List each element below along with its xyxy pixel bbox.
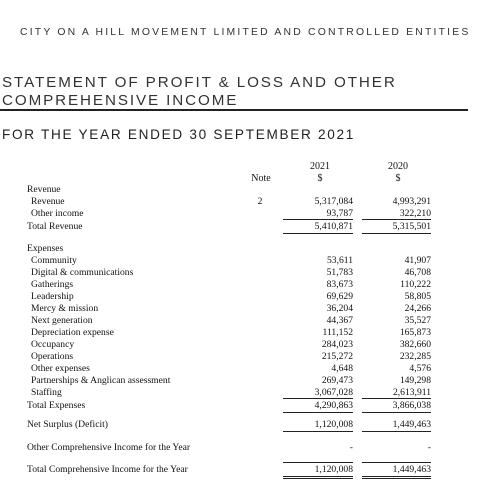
table-row [0, 291, 484, 303]
value-2021: 53,611 [326, 255, 353, 266]
total-rule-2020 [362, 233, 431, 234]
row-label: Other income [31, 208, 84, 219]
value-2021: 93,787 [326, 208, 353, 219]
table-row [0, 255, 484, 267]
row-label: Depreciation expense [31, 327, 114, 338]
note-ref: 2 [257, 196, 263, 207]
value-2020: 165,873 [399, 327, 431, 338]
value-2020: 149,298 [399, 375, 431, 386]
value-2021: 215,272 [321, 351, 353, 362]
value-2020: 110,222 [400, 279, 431, 290]
value-2021: 44,367 [326, 315, 353, 326]
value-2021: 5,410,871 [314, 221, 353, 232]
value-2020: 4,576 [409, 363, 431, 374]
value-2020: - [427, 442, 431, 453]
value-2020: 1,449,463 [392, 464, 431, 475]
row-label: Total Revenue [27, 221, 83, 232]
row-label: Revenue [31, 196, 65, 207]
row-label: Operations [31, 351, 74, 362]
row-label: Other Comprehensive Income for the Year [27, 442, 191, 453]
value-2020: 58,805 [404, 291, 431, 302]
value-2021: 4,290,863 [314, 400, 353, 411]
revenue-heading: Revenue [27, 184, 61, 195]
value-2020: 24,266 [404, 303, 431, 314]
net-rule-2021 [283, 431, 353, 432]
tci-double-rule-2020-a [362, 476, 431, 477]
value-2020: 41,907 [404, 255, 431, 266]
value-2021: 83,673 [326, 279, 353, 290]
value-2021: 5,317,084 [314, 196, 353, 207]
statement-title-line-2: COMPREHENSIVE INCOME [2, 91, 239, 109]
row-label: Total Expenses [27, 400, 86, 411]
row-label: Gatherings [31, 279, 74, 290]
value-2020: 322,210 [399, 208, 431, 219]
value-2021: 36,204 [326, 303, 353, 314]
subtotal-rule-2020 [362, 219, 431, 220]
value-2021: 4,648 [331, 363, 353, 374]
value-2020: 4,993,291 [392, 196, 431, 207]
value-2020: 2,613,911 [392, 387, 431, 398]
expenses-heading: Expenses [27, 243, 64, 254]
subtotal-rule-2021 [283, 219, 353, 220]
value-2021: 3,067,028 [314, 387, 353, 398]
net-surplus-row [0, 419, 484, 431]
title-divider [0, 109, 468, 111]
tci-top-rule-2021 [283, 462, 353, 463]
table-row [0, 363, 484, 375]
row-label: Next generation [31, 315, 93, 326]
currency-2021-header: $ [317, 173, 323, 184]
row-label: Digital & communications [31, 267, 134, 278]
value-2021: - [349, 442, 353, 453]
value-2021: 111,152 [322, 327, 353, 338]
value-2021: 1,120,008 [314, 419, 353, 430]
total-rule-2021 [283, 412, 353, 413]
table-row [0, 279, 484, 291]
table-row [0, 351, 484, 363]
value-2020: 35,527 [404, 315, 431, 326]
row-label: Mercy & mission [31, 303, 99, 314]
value-2020: 5,315,501 [392, 221, 431, 232]
value-2020: 232,285 [399, 351, 431, 362]
row-label: Community [31, 255, 77, 266]
row-label: Net Surplus (Deficit) [27, 419, 108, 430]
value-2020: 382,660 [399, 339, 431, 350]
net-rule-2020 [362, 431, 431, 432]
table-row [0, 327, 484, 339]
row-label: Staffing [31, 387, 62, 398]
entity-name: CITY ON A HILL MOVEMENT LIMITED AND CONTROLLED ENTITIES [20, 27, 471, 38]
value-2020: 46,708 [404, 267, 431, 278]
expenses-heading-row [0, 243, 484, 255]
currency-2020-header: $ [395, 173, 401, 184]
subtotal-rule-2020 [362, 398, 431, 399]
total-expenses-row [0, 400, 484, 412]
tci-double-rule-2020-b [362, 478, 431, 479]
reporting-period: FOR THE YEAR ENDED 30 SEPTEMBER 2021 [2, 127, 356, 142]
table-row [0, 196, 484, 208]
value-2021: 1,120,008 [314, 464, 353, 475]
year-2020-header: 2020 [388, 161, 408, 172]
statement-title-line-1: STATEMENT OF PROFIT & LOSS AND OTHER [2, 74, 397, 91]
value-2020: 3,866,038 [392, 400, 431, 411]
table-row [0, 339, 484, 351]
row-label: Partnerships & Anglican assessment [31, 375, 171, 386]
value-2021: 69,629 [326, 291, 353, 302]
total-rule-2020 [362, 412, 431, 413]
value-2021: 269,473 [321, 375, 353, 386]
tci-double-rule-2021-a [283, 476, 353, 477]
statement-title [2, 74, 472, 109]
table-row [0, 315, 484, 327]
row-label: Occupancy [31, 339, 75, 350]
year-2021-header: 2021 [310, 161, 330, 172]
table-row [0, 375, 484, 387]
total-comprehensive-income-row [0, 464, 484, 476]
table-row [0, 303, 484, 315]
value-2021: 51,783 [326, 267, 353, 278]
table-row [0, 267, 484, 279]
row-label: Total Comprehensive Income for the Year [27, 464, 188, 475]
tci-top-rule-2020 [362, 462, 431, 463]
row-label: Leadership [31, 291, 74, 302]
row-label: Other expenses [31, 363, 90, 374]
total-revenue-row [0, 221, 484, 233]
value-2021: 284,023 [321, 339, 353, 350]
tci-double-rule-2021-b [283, 478, 353, 479]
revenue-heading-row [0, 184, 484, 196]
note-column-header: Note [251, 173, 271, 184]
value-2020: 1,449,463 [392, 419, 431, 430]
oci-row [0, 442, 484, 454]
subtotal-rule-2021 [283, 398, 353, 399]
total-rule-2021 [283, 233, 353, 234]
